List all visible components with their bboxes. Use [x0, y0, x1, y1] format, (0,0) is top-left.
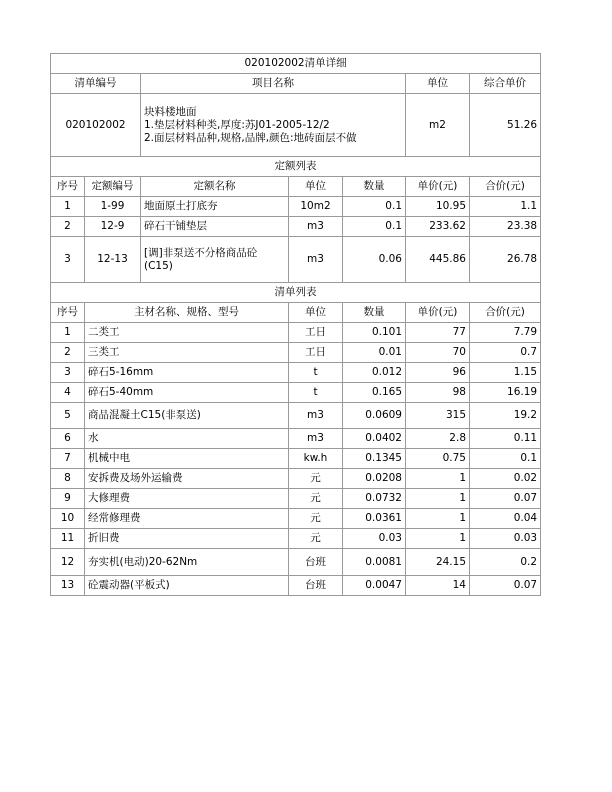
material-name: 砼震动器(平板式)	[85, 576, 289, 596]
quota-code: 12-9	[85, 217, 141, 237]
unit-price: 10.95	[406, 197, 470, 217]
row-no: 3	[51, 363, 85, 383]
column-header: 合价(元)	[470, 303, 541, 323]
column-header: 主材名称、规格、型号	[85, 303, 289, 323]
unit: kw.h	[289, 449, 343, 469]
unit-price: 96	[406, 363, 470, 383]
unit: m3	[289, 429, 343, 449]
total-price: 1.1	[470, 197, 541, 217]
unit: 工日	[289, 343, 343, 363]
table-row	[51, 323, 541, 343]
table-row	[51, 403, 541, 429]
column-header: 单位	[289, 303, 343, 323]
table-row	[51, 197, 541, 217]
item-code: 020102002	[51, 94, 141, 157]
table-row	[51, 449, 541, 469]
unit-header: 单位	[406, 74, 470, 94]
bill-detail-sheet	[50, 53, 540, 596]
unit-price: 2.8	[406, 429, 470, 449]
unit-price: 24.15	[406, 549, 470, 576]
total-price: 0.2	[470, 549, 541, 576]
material-name: 大修理费	[85, 489, 289, 509]
table-row	[51, 509, 541, 529]
column-header: 序号	[51, 303, 85, 323]
row-no: 7	[51, 449, 85, 469]
column-header: 数量	[343, 303, 406, 323]
code-header: 清单编号	[51, 74, 141, 94]
material-name: 经常修理费	[85, 509, 289, 529]
total-price: 0.04	[470, 509, 541, 529]
quantity: 0.0208	[343, 469, 406, 489]
quantity: 0.1345	[343, 449, 406, 469]
total-price: 0.7	[470, 343, 541, 363]
total-price: 7.79	[470, 323, 541, 343]
quantity: 0.0609	[343, 403, 406, 429]
total-price: 0.03	[470, 529, 541, 549]
column-header: 单价(元)	[406, 303, 470, 323]
total-price: 1.15	[470, 363, 541, 383]
unit-price: 77	[406, 323, 470, 343]
unit-price: 445.86	[406, 237, 470, 283]
table-row	[51, 489, 541, 509]
column-header: 数量	[343, 177, 406, 197]
unit: 台班	[289, 576, 343, 596]
quantity: 0.01	[343, 343, 406, 363]
row-no: 6	[51, 429, 85, 449]
unit: 元	[289, 469, 343, 489]
unit-price: 98	[406, 383, 470, 403]
item-name-line: 1.垫层材料种类,厚度:苏J01-2005-12/2	[144, 118, 330, 131]
unit: 工日	[289, 323, 343, 343]
material-name: 安拆费及场外运输费	[85, 469, 289, 489]
column-header: 单价(元)	[406, 177, 470, 197]
unit-price: 1	[406, 489, 470, 509]
column-header: 定额编号	[85, 177, 141, 197]
total-price: 16.19	[470, 383, 541, 403]
quantity: 0.0361	[343, 509, 406, 529]
material-name: 折旧费	[85, 529, 289, 549]
unit-price: 315	[406, 403, 470, 429]
item-header-row	[51, 74, 541, 94]
quota-header-row	[51, 177, 541, 197]
unit-price: 233.62	[406, 217, 470, 237]
quantity: 0.06	[343, 237, 406, 283]
unit-price: 0.75	[406, 449, 470, 469]
total-price: 0.07	[470, 576, 541, 596]
unit: 10m2	[289, 197, 343, 217]
row-no: 2	[51, 217, 85, 237]
quantity: 0.0402	[343, 429, 406, 449]
table-row	[51, 549, 541, 576]
row-no: 3	[51, 237, 85, 283]
quantity: 0.1	[343, 197, 406, 217]
total-price: 0.11	[470, 429, 541, 449]
quota-code: 1-99	[85, 197, 141, 217]
total-price: 23.38	[470, 217, 541, 237]
material-name: 碎石5-40mm	[85, 383, 289, 403]
quantity: 0.165	[343, 383, 406, 403]
column-header: 单位	[289, 177, 343, 197]
unit: 元	[289, 489, 343, 509]
bill-detail-table	[50, 53, 541, 596]
item-row	[51, 94, 541, 157]
row-no: 2	[51, 343, 85, 363]
unit-price: 1	[406, 509, 470, 529]
row-no: 13	[51, 576, 85, 596]
table-row	[51, 576, 541, 596]
material-section-title-row	[51, 283, 541, 303]
quantity: 0.03	[343, 529, 406, 549]
row-no: 1	[51, 197, 85, 217]
material-header-row	[51, 303, 541, 323]
material-name: 商品混凝土C15(非泵送)	[85, 403, 289, 429]
quota-name: [调]非泵送不分格商品砼(C15)	[141, 237, 289, 283]
item-name	[141, 94, 406, 157]
column-header: 序号	[51, 177, 85, 197]
quantity: 0.1	[343, 217, 406, 237]
unit: m3	[289, 403, 343, 429]
item-unit: m2	[406, 94, 470, 157]
unit: 元	[289, 529, 343, 549]
total-price: 0.02	[470, 469, 541, 489]
table-row	[51, 217, 541, 237]
row-no: 8	[51, 469, 85, 489]
name-header: 项目名称	[141, 74, 406, 94]
unit: 元	[289, 509, 343, 529]
quantity: 0.0047	[343, 576, 406, 596]
row-no: 11	[51, 529, 85, 549]
table-row	[51, 363, 541, 383]
table-row	[51, 383, 541, 403]
item-name-line: 2.面层材料品种,规格,品牌,颜色:地砖面层不做	[144, 131, 357, 144]
item-name-line: 块料楼地面	[144, 105, 197, 118]
unit: m3	[289, 237, 343, 283]
unit: t	[289, 363, 343, 383]
row-no: 9	[51, 489, 85, 509]
column-header: 合价(元)	[470, 177, 541, 197]
title-row	[51, 54, 541, 74]
column-header: 定额名称	[141, 177, 289, 197]
unit: m3	[289, 217, 343, 237]
table-row	[51, 529, 541, 549]
total-price: 0.1	[470, 449, 541, 469]
material-name: 夯实机(电动)20-62Nm	[85, 549, 289, 576]
item-price: 51.26	[470, 94, 541, 157]
quota-section-title-row	[51, 157, 541, 177]
table-row	[51, 343, 541, 363]
material-name: 三类工	[85, 343, 289, 363]
row-no: 1	[51, 323, 85, 343]
material-section-title: 清单列表	[51, 283, 541, 303]
table-row	[51, 469, 541, 489]
quantity: 0.0081	[343, 549, 406, 576]
unit-price: 14	[406, 576, 470, 596]
quantity: 0.101	[343, 323, 406, 343]
sheet-title: 020102002清单详细	[51, 54, 541, 74]
material-name: 碎石5-16mm	[85, 363, 289, 383]
row-no: 4	[51, 383, 85, 403]
total-price: 19.2	[470, 403, 541, 429]
quota-name: 地面原土打底夯	[141, 197, 289, 217]
total-price: 26.78	[470, 237, 541, 283]
unit: t	[289, 383, 343, 403]
row-no: 10	[51, 509, 85, 529]
material-name: 机械中电	[85, 449, 289, 469]
quantity: 0.012	[343, 363, 406, 383]
total-price: 0.07	[470, 489, 541, 509]
quantity: 0.0732	[343, 489, 406, 509]
row-no: 5	[51, 403, 85, 429]
table-row	[51, 237, 541, 283]
quota-section-title: 定额列表	[51, 157, 541, 177]
row-no: 12	[51, 549, 85, 576]
price-header: 综合单价	[470, 74, 541, 94]
material-name: 二类工	[85, 323, 289, 343]
unit-price: 1	[406, 529, 470, 549]
unit-price: 1	[406, 469, 470, 489]
quota-code: 12-13	[85, 237, 141, 283]
unit: 台班	[289, 549, 343, 576]
quota-name: 碎石干铺垫层	[141, 217, 289, 237]
unit-price: 70	[406, 343, 470, 363]
material-name: 水	[85, 429, 289, 449]
table-row	[51, 429, 541, 449]
